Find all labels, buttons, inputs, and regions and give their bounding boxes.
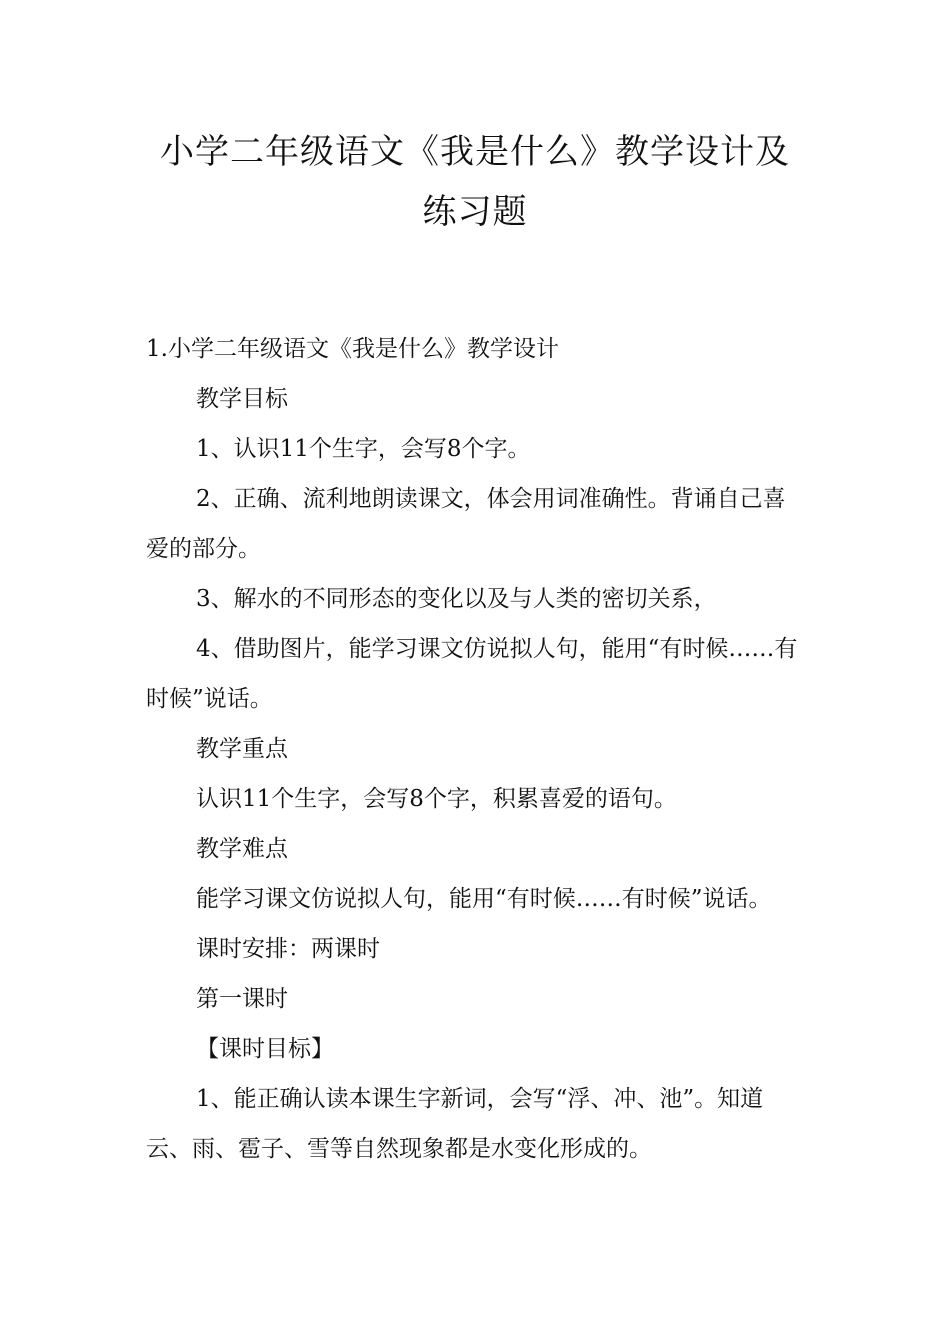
heading-teaching-goals: 教学目标 <box>196 386 288 412</box>
document-body <box>146 324 808 1174</box>
heading-first-lesson: 第一课时 <box>196 986 288 1012</box>
focus-text: 认识11个生字，会写8个字，积累喜爱的语句。 <box>196 786 677 812</box>
goal-item-2: 2、正确、流利地朗读课文，体会用词准确性。背诵自己喜爱的部分。 <box>146 486 786 562</box>
heading-teaching-difficulty: 教学难点 <box>196 836 288 862</box>
heading-lesson-goals: 【课时目标】 <box>196 1036 334 1062</box>
title-line-1: 小学二年级语文《我是什么》教学设计及 <box>160 132 790 172</box>
class-schedule: 课时安排：两课时 <box>196 936 380 962</box>
difficulty-text: 能学习课文仿说拟人句，能用“有时候……有时候”说话。 <box>196 886 772 912</box>
section-heading: 1.小学二年级语文《我是什么》教学设计 <box>146 336 559 362</box>
lesson-goal-item-1: 1、能正确认读本课生字新词，会写“浮、冲、池”。知道云、雨、雹子、雪等自然现象都是水变化形成的。 <box>146 1086 764 1162</box>
goal-item-4: 4、借助图片，能学习课文仿说拟人句，能用“有时候……有时候”说话。 <box>146 636 798 712</box>
goal-item-1: 1、认识11个生字，会写8个字。 <box>196 436 531 462</box>
goal-item-3: 3、解水的不同形态的变化以及与人类的密切关系， <box>196 586 717 612</box>
document-title <box>100 122 850 242</box>
heading-teaching-focus: 教学重点 <box>196 736 288 762</box>
title-line-2: 练习题 <box>422 192 528 232</box>
